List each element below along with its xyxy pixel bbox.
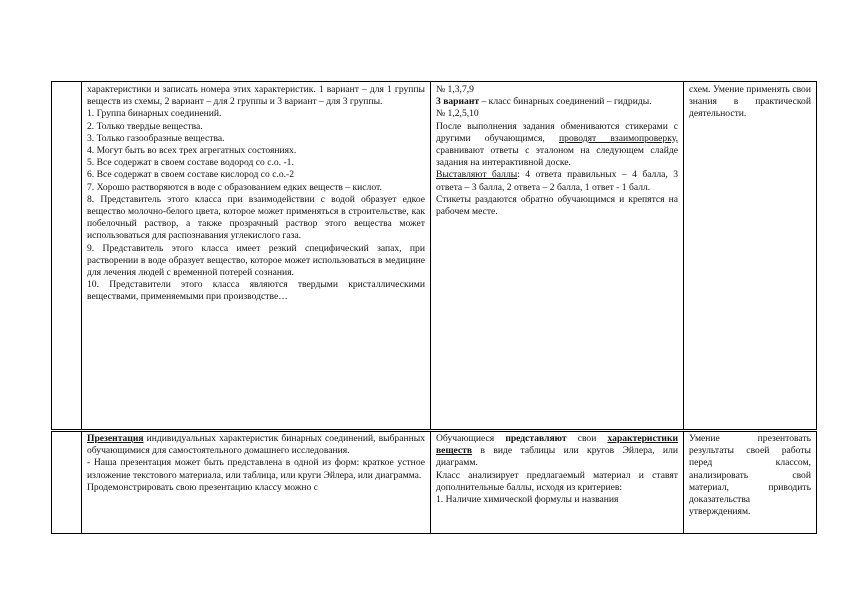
- list-item: 3. Только газообразные вещества.: [87, 132, 225, 144]
- student-activity-cell: [431, 431, 684, 534]
- list-item: 6. Все содержат в своем составе кислород со с.о.-2: [87, 169, 295, 181]
- represent-bold: представляют: [505, 433, 567, 444]
- outcome-text: схем. Умение применять свои знания в практической деятельности.: [689, 84, 811, 120]
- demo-paragraph: Продемонстрировать свою презентацию классу можно с: [87, 481, 318, 493]
- exchange-text: После выполнения задания обмениваются стикерами с другими обучающимся,: [436, 120, 678, 144]
- outcome-text: Умение презентовать результаты своей работы перед классом, анализировать свой материал, приводить доказательства утверждениям.: [689, 433, 811, 518]
- score-paragraph: [436, 169, 678, 193]
- represent-underlined: характеристики веществ: [436, 433, 678, 457]
- answer-numbers: № 1,3,7,9: [436, 84, 474, 95]
- forms-paragraph: - Наша презентация может быть представлена в одной из форм: краткое устное изложение текстового материала, или таблица, или круги Эйлера, или диаграмма.: [87, 457, 425, 481]
- table-row: [52, 82, 817, 431]
- list-item: 4. Могут быть во всех трех агрегатных состояниях.: [87, 145, 297, 157]
- list-item: 8. Представитель этого класса при взаимодействии с водой образует едкое вещество молочно-белого цвета, которое может применяться в строительстве, как побелочный раствор, а также прозрачный раствор этого вещества может использоваться для распознавания углекислого газа.: [87, 193, 425, 242]
- teacher-activity-cell: [82, 431, 431, 534]
- represent-text: свои: [566, 433, 608, 444]
- task-intro: характеристики и записать номера этих характеристик. 1 вариант – для 1 группы веществ из схемы, 2 вариант – для 2 группы и 3 вариант – для 3 группы.: [87, 84, 425, 108]
- stage-cell: [52, 82, 82, 431]
- answer-numbers: № 1,2,5,10: [436, 108, 479, 120]
- list-item: 1. Группа бинарных соединений.: [87, 108, 222, 120]
- list-item: 2. Только твердые вещества.: [87, 120, 203, 132]
- presentation-title: Презентация: [87, 433, 144, 444]
- variant-text: – класс бинарных соединений – гидриды.: [479, 96, 652, 108]
- student-activity-cell: [431, 82, 684, 431]
- stage-cell: [52, 431, 82, 534]
- stickers-paragraph: Стикеты раздаются обратно обучающимся и крепятся на рабочем месте.: [436, 193, 678, 218]
- represent-text: Обучающиеся: [436, 433, 506, 444]
- list-item: 7. Хорошо растворяются в воде с образованием едких веществ – кислот.: [87, 181, 382, 193]
- list-item: 9. Представитель этого класса имеет резкий специфический запах, при растворении в воде образует вещество, которое может использоваться в медицине для лечения людей с временной потерей сознания.: [87, 242, 425, 279]
- exchange-paragraph: [436, 121, 678, 170]
- exchange-underlined: проводят взаимопроверку,: [559, 132, 678, 144]
- represent-paragraph: [436, 433, 678, 470]
- outcome-cell: [684, 431, 817, 534]
- exchange-text-end: сравнивают ответы с эталоном на следующем слайде задания на интерактивной доске.: [436, 145, 678, 169]
- teacher-activity-cell: [82, 82, 431, 431]
- criteria-item: 1. Наличие химической формулы и названия: [436, 494, 619, 506]
- presentation-paragraph: [87, 433, 425, 457]
- list-item: 10. Представители этого класса являются твердыми кристаллическими веществами, применяемыми при производстве…: [87, 279, 425, 303]
- variant-line: [436, 96, 678, 108]
- outcome-cell: [684, 82, 817, 431]
- score-text: : 4 ответа правильных – 4 балла, 3 ответа – 3 балла, 2 ответа – 2 балла, 1 ответ - 1 балл.: [436, 169, 679, 193]
- score-underlined: Выставляют баллы: [436, 169, 518, 181]
- list-item: 5. Все содержат в своем составе водород со с.о. -1.: [87, 157, 294, 169]
- table-row: [52, 431, 817, 534]
- represent-text-end: в виде таблицы или кругов Эйлера, или диаграмм.: [436, 445, 678, 469]
- variant-label: 3 вариант: [436, 96, 480, 108]
- lesson-plan-table: [51, 81, 817, 534]
- analysis-paragraph: Класс анализирует предлагаемый материал и ставят дополнительные баллы, исходя из критериев:: [436, 469, 678, 493]
- presentation-text: индивидуальных характеристик бинарных соединений, выбранных обучающимися для самостоятельного домашнего исследования.: [87, 433, 425, 457]
